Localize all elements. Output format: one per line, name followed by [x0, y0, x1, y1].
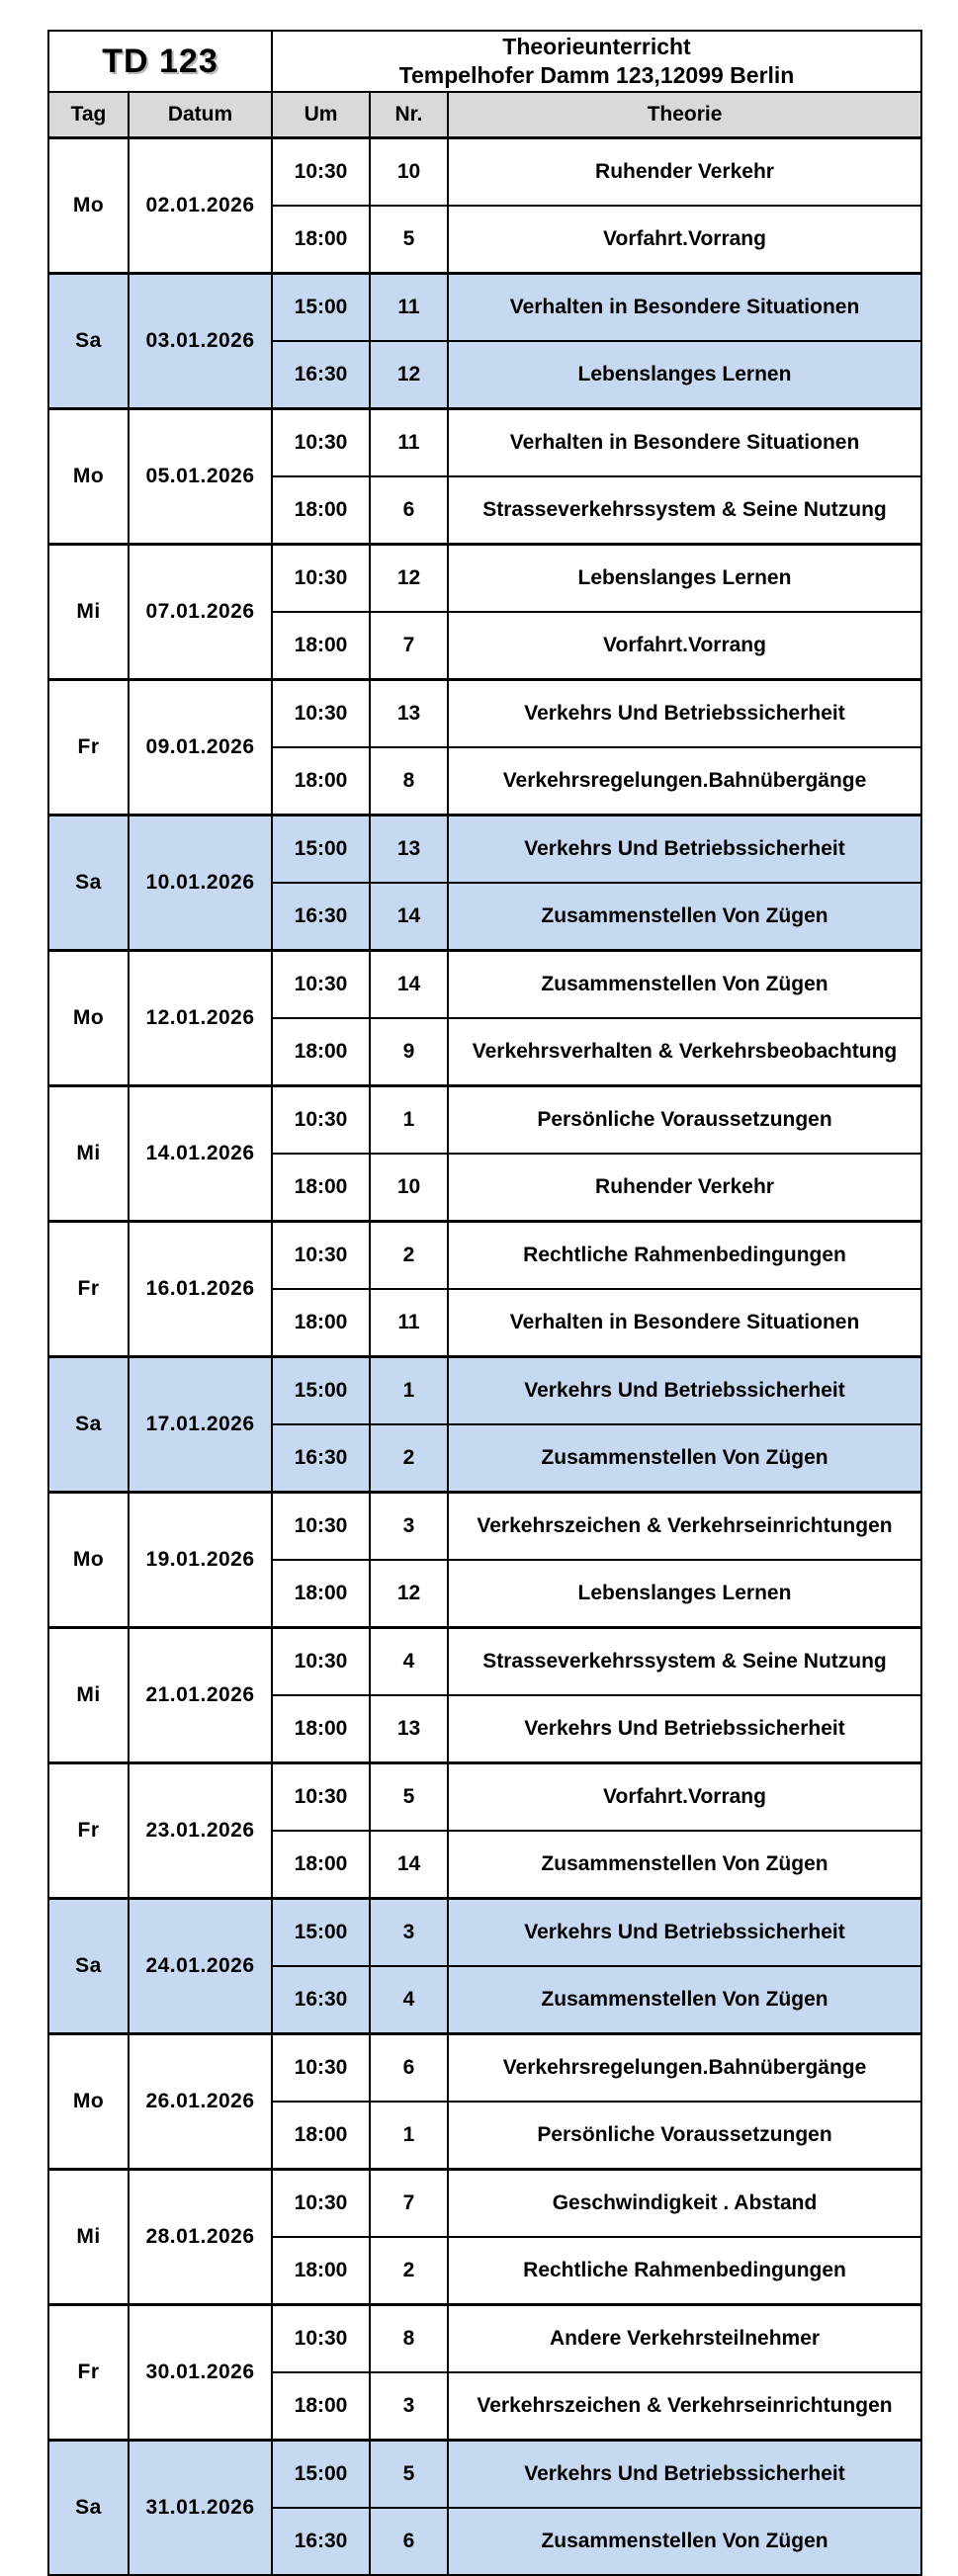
- time-cell: 18:00: [272, 1831, 370, 1899]
- lesson-number-cell: 7: [370, 2170, 448, 2238]
- lesson-number-cell: 1: [370, 1086, 448, 1155]
- schedule-row: [48, 816, 921, 884]
- lesson-number-cell: 2: [370, 1424, 448, 1493]
- time-cell: 15:00: [272, 1899, 370, 1967]
- time-cell: 18:00: [272, 1154, 370, 1222]
- schedule-row: [48, 2441, 921, 2509]
- lesson-number-cell: 1: [370, 1357, 448, 1425]
- topic-cell: Verhalten in Besondere Situationen: [448, 274, 921, 342]
- schedule-row: [48, 2034, 921, 2103]
- topic-cell: Persönliche Voraussetzungen: [448, 1086, 921, 1155]
- topic-cell: Verhalten in Besondere Situationen: [448, 1289, 921, 1357]
- lesson-number-cell: 14: [370, 883, 448, 951]
- column-header-row: [48, 92, 921, 138]
- topic-cell: Verkehrs Und Betriebssicherheit: [448, 2441, 921, 2509]
- school-address-cell: [272, 31, 921, 92]
- topic-cell: Verkehrszeichen & Verkehrseinrichtungen: [448, 2372, 921, 2441]
- day-cell: Sa: [48, 816, 129, 951]
- lesson-number-cell: 10: [370, 1154, 448, 1222]
- day-cell: Mi: [48, 1628, 129, 1763]
- column-header-theorie: Theorie: [448, 92, 921, 138]
- day-cell: Sa: [48, 1899, 129, 2034]
- date-cell: 17.01.2026: [129, 1357, 272, 1493]
- day-cell: Mi: [48, 2170, 129, 2305]
- schedule-row: [48, 1086, 921, 1155]
- day-cell: Sa: [48, 274, 129, 409]
- time-cell: 15:00: [272, 2441, 370, 2509]
- time-cell: 18:00: [272, 2372, 370, 2441]
- date-cell: 21.01.2026: [129, 1628, 272, 1763]
- date-cell: 23.01.2026: [129, 1763, 272, 1899]
- topic-cell: Verkehrsregelungen.Bahnübergänge: [448, 2034, 921, 2103]
- time-cell: 10:30: [272, 680, 370, 748]
- day-cell: Fr: [48, 2305, 129, 2441]
- topic-cell: Zusammenstellen Von Zügen: [448, 1966, 921, 2034]
- date-cell: 09.01.2026: [129, 680, 272, 816]
- theory-schedule-table: [47, 30, 922, 2576]
- topic-cell: Geschwindigkeit . Abstand: [448, 2170, 921, 2238]
- lesson-number-cell: 4: [370, 1628, 448, 1696]
- time-cell: 16:30: [272, 2508, 370, 2575]
- date-cell: 07.01.2026: [129, 545, 272, 680]
- time-cell: 18:00: [272, 1695, 370, 1763]
- lesson-number-cell: 5: [370, 206, 448, 274]
- lesson-number-cell: 13: [370, 1695, 448, 1763]
- title-row: [48, 31, 921, 92]
- schedule-row: [48, 1222, 921, 1290]
- lesson-number-cell: 14: [370, 951, 448, 1019]
- lesson-number-cell: 13: [370, 680, 448, 748]
- lesson-number-cell: 11: [370, 409, 448, 477]
- lesson-number-cell: 11: [370, 1289, 448, 1357]
- topic-cell: Strasseverkehrssystem & Seine Nutzung: [448, 1628, 921, 1696]
- lesson-number-cell: 1: [370, 2102, 448, 2170]
- time-cell: 18:00: [272, 2102, 370, 2170]
- lesson-number-cell: 10: [370, 138, 448, 207]
- topic-cell: Rechtliche Rahmenbedingungen: [448, 1222, 921, 1290]
- time-cell: 18:00: [272, 2237, 370, 2305]
- time-cell: 18:00: [272, 1560, 370, 1628]
- topic-cell: Verkehrs Und Betriebssicherheit: [448, 1695, 921, 1763]
- date-cell: 26.01.2026: [129, 2034, 272, 2170]
- schedule-row: [48, 1628, 921, 1696]
- topic-cell: Lebenslanges Lernen: [448, 545, 921, 613]
- date-cell: 05.01.2026: [129, 409, 272, 545]
- time-cell: 15:00: [272, 274, 370, 342]
- topic-cell: Verhalten in Besondere Situationen: [448, 409, 921, 477]
- date-cell: 12.01.2026: [129, 951, 272, 1086]
- topic-cell: Zusammenstellen Von Zügen: [448, 1831, 921, 1899]
- time-cell: 18:00: [272, 612, 370, 680]
- lesson-number-cell: 9: [370, 1018, 448, 1086]
- schedule-row: [48, 138, 921, 207]
- lesson-number-cell: 2: [370, 2237, 448, 2305]
- day-cell: Mo: [48, 409, 129, 545]
- topic-cell: Ruhender Verkehr: [448, 138, 921, 207]
- time-cell: 10:30: [272, 1086, 370, 1155]
- time-cell: 16:30: [272, 341, 370, 409]
- topic-cell: Vorfahrt.Vorrang: [448, 1763, 921, 1832]
- topic-cell: Rechtliche Rahmenbedingungen: [448, 2237, 921, 2305]
- lesson-number-cell: 3: [370, 1493, 448, 1561]
- day-cell: Mi: [48, 1086, 129, 1222]
- schedule-row: [48, 2305, 921, 2373]
- time-cell: 18:00: [272, 1289, 370, 1357]
- time-cell: 16:30: [272, 1966, 370, 2034]
- schedule-sheet: [47, 30, 922, 2576]
- column-header-tag: Tag: [48, 92, 129, 138]
- lesson-number-cell: 3: [370, 1899, 448, 1967]
- title-line-1: Theorieunterricht: [502, 34, 691, 60]
- topic-cell: Verkehrs Und Betriebssicherheit: [448, 1899, 921, 1967]
- topic-cell: Verkehrsverhalten & Verkehrsbeobachtung: [448, 1018, 921, 1086]
- day-cell: Fr: [48, 1222, 129, 1357]
- title-line-2: Tempelhofer Damm 123,12099 Berlin: [398, 62, 795, 88]
- topic-cell: Verkehrszeichen & Verkehrseinrichtungen: [448, 1493, 921, 1561]
- day-cell: Fr: [48, 1763, 129, 1899]
- schedule-row: [48, 1357, 921, 1425]
- schedule-row: [48, 951, 921, 1019]
- schedule-row: [48, 2170, 921, 2238]
- lesson-number-cell: 7: [370, 612, 448, 680]
- schedule-row: [48, 409, 921, 477]
- day-cell: Mo: [48, 138, 129, 274]
- topic-cell: Strasseverkehrssystem & Seine Nutzung: [448, 476, 921, 545]
- topic-cell: Verkehrs Und Betriebssicherheit: [448, 816, 921, 884]
- topic-cell: Andere Verkehrsteilnehmer: [448, 2305, 921, 2373]
- day-cell: Sa: [48, 1357, 129, 1493]
- time-cell: 18:00: [272, 1018, 370, 1086]
- topic-cell: Verkehrsregelungen.Bahnübergänge: [448, 747, 921, 816]
- course-code: TD 123: [48, 31, 272, 92]
- column-header-nr: Nr.: [370, 92, 448, 138]
- topic-cell: Vorfahrt.Vorrang: [448, 206, 921, 274]
- date-cell: 16.01.2026: [129, 1222, 272, 1357]
- time-cell: 15:00: [272, 1357, 370, 1425]
- lesson-number-cell: 2: [370, 1222, 448, 1290]
- date-cell: 31.01.2026: [129, 2441, 272, 2576]
- topic-cell: Verkehrs Und Betriebssicherheit: [448, 680, 921, 748]
- lesson-number-cell: 11: [370, 274, 448, 342]
- time-cell: 10:30: [272, 1222, 370, 1290]
- lesson-number-cell: 12: [370, 545, 448, 613]
- time-cell: 10:30: [272, 1628, 370, 1696]
- day-cell: Sa: [48, 2441, 129, 2576]
- lesson-number-cell: 8: [370, 2305, 448, 2373]
- time-cell: 15:00: [272, 816, 370, 884]
- date-cell: 03.01.2026: [129, 274, 272, 409]
- schedule-row: [48, 1899, 921, 1967]
- date-cell: 02.01.2026: [129, 138, 272, 274]
- time-cell: 10:30: [272, 545, 370, 613]
- lesson-number-cell: 8: [370, 747, 448, 816]
- topic-cell: Zusammenstellen Von Zügen: [448, 1424, 921, 1493]
- date-cell: 10.01.2026: [129, 816, 272, 951]
- lesson-number-cell: 12: [370, 341, 448, 409]
- time-cell: 18:00: [272, 747, 370, 816]
- lesson-number-cell: 6: [370, 2508, 448, 2575]
- lesson-number-cell: 4: [370, 1966, 448, 2034]
- time-cell: 10:30: [272, 2170, 370, 2238]
- lesson-number-cell: 5: [370, 1763, 448, 1832]
- date-cell: 14.01.2026: [129, 1086, 272, 1222]
- day-cell: Fr: [48, 680, 129, 816]
- day-cell: Mo: [48, 2034, 129, 2170]
- schedule-row: [48, 1763, 921, 1832]
- date-cell: 19.01.2026: [129, 1493, 272, 1628]
- topic-cell: Ruhender Verkehr: [448, 1154, 921, 1222]
- topic-cell: Lebenslanges Lernen: [448, 341, 921, 409]
- lesson-number-cell: 6: [370, 2034, 448, 2103]
- time-cell: 16:30: [272, 1424, 370, 1493]
- lesson-number-cell: 14: [370, 1831, 448, 1899]
- time-cell: 10:30: [272, 1493, 370, 1561]
- time-cell: 10:30: [272, 951, 370, 1019]
- lesson-number-cell: 3: [370, 2372, 448, 2441]
- date-cell: 24.01.2026: [129, 1899, 272, 2034]
- lesson-number-cell: 5: [370, 2441, 448, 2509]
- time-cell: 10:30: [272, 2305, 370, 2373]
- column-header-datum: Datum: [129, 92, 272, 138]
- time-cell: 10:30: [272, 2034, 370, 2103]
- topic-cell: Lebenslanges Lernen: [448, 1560, 921, 1628]
- date-cell: 30.01.2026: [129, 2305, 272, 2441]
- day-cell: Mi: [48, 545, 129, 680]
- lesson-number-cell: 13: [370, 816, 448, 884]
- topic-cell: Persönliche Voraussetzungen: [448, 2102, 921, 2170]
- schedule-row: [48, 680, 921, 748]
- time-cell: 18:00: [272, 206, 370, 274]
- lesson-number-cell: 6: [370, 476, 448, 545]
- topic-cell: Verkehrs Und Betriebssicherheit: [448, 1357, 921, 1425]
- time-cell: 10:30: [272, 1763, 370, 1832]
- day-cell: Mo: [48, 951, 129, 1086]
- schedule-row: [48, 274, 921, 342]
- time-cell: 10:30: [272, 138, 370, 207]
- date-cell: 28.01.2026: [129, 2170, 272, 2305]
- day-cell: Mo: [48, 1493, 129, 1628]
- time-cell: 18:00: [272, 476, 370, 545]
- topic-cell: Zusammenstellen Von Zügen: [448, 2508, 921, 2575]
- column-header-um: Um: [272, 92, 370, 138]
- topic-cell: Zusammenstellen Von Zügen: [448, 951, 921, 1019]
- schedule-row: [48, 545, 921, 613]
- time-cell: 10:30: [272, 409, 370, 477]
- topic-cell: Vorfahrt.Vorrang: [448, 612, 921, 680]
- lesson-number-cell: 12: [370, 1560, 448, 1628]
- time-cell: 16:30: [272, 883, 370, 951]
- schedule-row: [48, 1493, 921, 1561]
- topic-cell: Zusammenstellen Von Zügen: [448, 883, 921, 951]
